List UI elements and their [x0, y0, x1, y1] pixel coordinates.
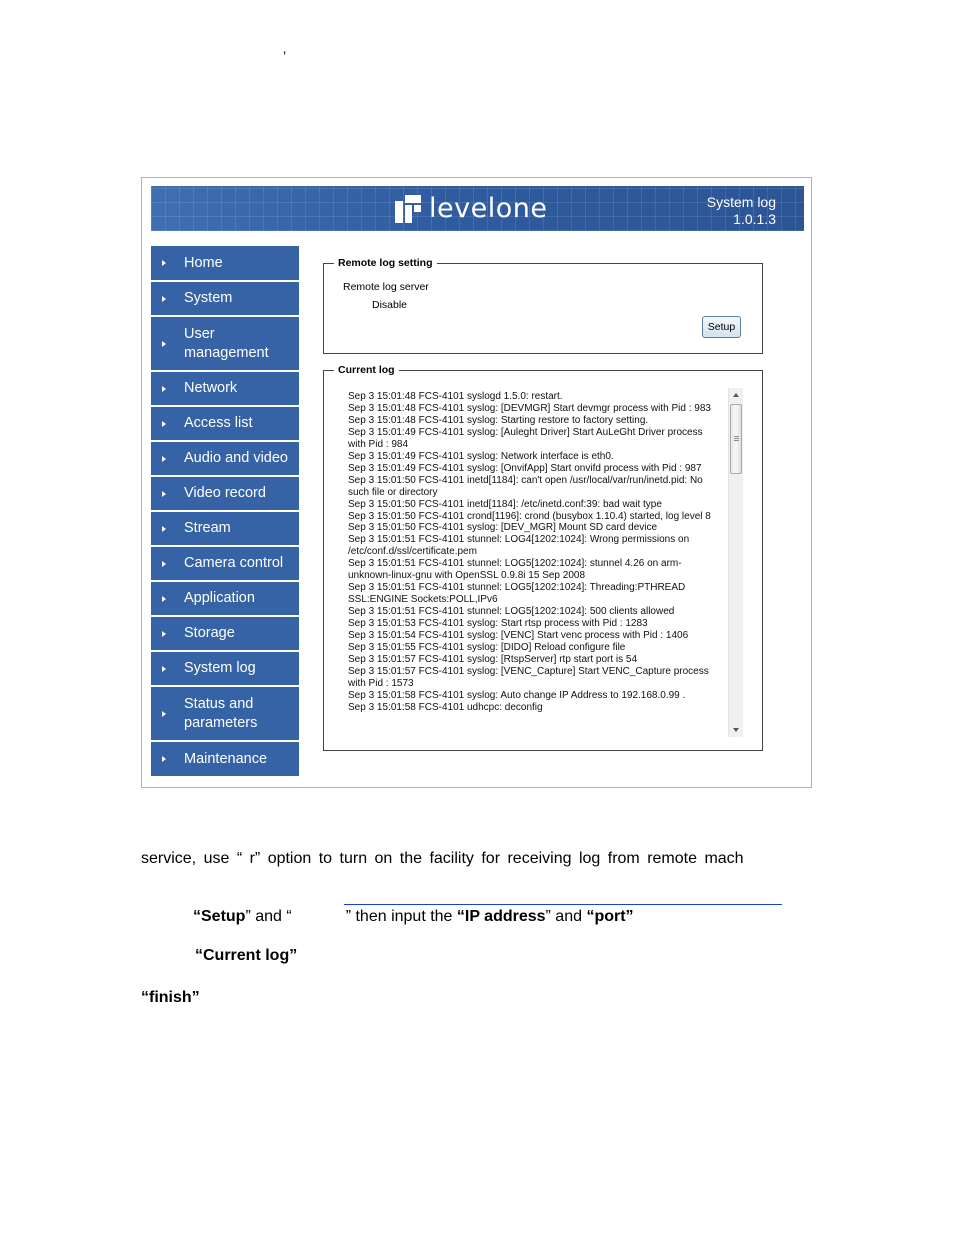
log-line: Sep 3 15:01:51 FCS-4101 stunnel: LOG5[1202:1024]: Threading:PTHREAD SSL:ENGINE Sockets:POLL,IPv6 — [348, 582, 686, 606]
screenshot-frame — [141, 177, 812, 788]
nav-item-user-management[interactable]: User management — [151, 317, 299, 372]
log-line: Sep 3 15:01:48 FCS-4101 syslog: [DEVMGR] Start devmgr process with Pid : 983 — [348, 402, 711, 414]
arrow-right-icon — [162, 561, 166, 567]
nav-item-storage[interactable]: Storage — [151, 617, 299, 652]
arrow-right-icon — [162, 666, 166, 672]
log-line: Sep 3 15:01:49 FCS-4101 syslog: [OnvifApp] Start onvifd process with Pid : 987 — [348, 462, 702, 474]
nav-item-camera-control[interactable]: Camera control — [151, 547, 299, 582]
doc-paragraph-current-log: “Current log” — [195, 947, 298, 964]
scroll-down-icon[interactable] — [729, 723, 743, 737]
log-line: Sep 3 15:01:58 FCS-4101 udhcpc: deconfig — [348, 701, 543, 713]
nav-item-stream[interactable]: Stream — [151, 512, 299, 547]
arrow-right-icon — [162, 296, 166, 302]
log-line: Sep 3 15:01:51 FCS-4101 stunnel: LOG5[1202:1024]: stunnel 4.26 on arm-unknown-linux-gnu with OpenSSL 0.9.8i 15 Sep 2008 — [348, 558, 682, 582]
log-line: Sep 3 15:01:49 FCS-4101 syslog: Network interface is eth0. — [348, 450, 614, 462]
nav-item-network[interactable]: Network — [151, 372, 299, 407]
log-line: Sep 3 15:01:53 FCS-4101 syslog: Start rtsp process with Pid : 1283 — [348, 618, 648, 630]
nav-item-system[interactable]: System — [151, 282, 299, 317]
firmware-version: 1.0.1.3 — [733, 211, 776, 227]
log-line: Sep 3 15:01:48 FCS-4101 syslogd 1.5.0: restart. — [348, 391, 563, 402]
scroll-thumb[interactable] — [730, 404, 742, 474]
arrow-right-icon — [162, 711, 166, 717]
arrow-right-icon — [162, 260, 166, 266]
log-line: Sep 3 15:01:49 FCS-4101 syslog: [Auleght Driver] Start AuLeGht Driver process with Pid : 984 — [348, 426, 703, 450]
nav-item-audio-and-video[interactable]: Audio and video — [151, 442, 299, 477]
log-line: Sep 3 15:01:50 FCS-4101 inetd[1184]: /etc/inetd.conf:39: bad wait type — [348, 498, 662, 510]
levelone-logo-icon — [395, 195, 421, 223]
arrow-right-icon — [162, 756, 166, 762]
doc-paragraph-setup-steps: “Setup” and “ ” then input the “IP address” and “port” — [193, 908, 634, 925]
log-line: Sep 3 15:01:51 FCS-4101 stunnel: LOG5[1202:1024]: 500 clients allowed — [348, 606, 675, 618]
log-scrollbar[interactable] — [728, 388, 743, 737]
sidebar-nav — [151, 246, 299, 776]
log-line: Sep 3 15:01:55 FCS-4101 syslog: [DIDO] Reload configure file — [348, 642, 626, 654]
arrow-right-icon — [162, 341, 166, 347]
nav-item-maintenance[interactable]: Maintenance — [151, 742, 299, 776]
log-line: Sep 3 15:01:50 FCS-4101 syslog: [DEV_MGR] Mount SD card device — [348, 522, 658, 534]
doc-paragraph-remote-option: service, use “ r” option to turn on the facility for receiving log from remote mach — [141, 850, 744, 867]
current-log-panel — [323, 364, 763, 751]
remote-log-server-label: Remote log server — [343, 281, 429, 293]
log-line: Sep 3 15:01:58 FCS-4101 syslog: Auto change IP Address to 192.168.0.99 . — [348, 689, 686, 701]
stray-apostrophe: ’ — [283, 48, 287, 64]
nav-item-access-list[interactable]: Access list — [151, 407, 299, 442]
arrow-right-icon — [162, 456, 166, 462]
log-line: Sep 3 15:01:50 FCS-4101 inetd[1184]: can't open /usr/local/var/run/inetd.pid: No such file or directory — [348, 474, 703, 498]
arrow-right-icon — [162, 631, 166, 637]
banner-title — [707, 194, 776, 228]
arrow-right-icon — [162, 421, 166, 427]
nav-item-status-and-parameters[interactable]: Status and parameters — [151, 687, 299, 742]
hyperlink-underline — [344, 904, 782, 905]
arrow-right-icon — [162, 596, 166, 602]
remote-log-setting-legend: Remote log setting — [334, 256, 437, 270]
page-title: System log — [706, 194, 776, 210]
log-line: Sep 3 15:01:54 FCS-4101 syslog: [VENC] Start venc process with Pid : 1406 — [348, 630, 689, 642]
log-line: Sep 3 15:01:50 FCS-4101 crond[1196]: crond (busybox 1.10.4) started, log level 8 — [348, 510, 711, 522]
nav-item-system-log[interactable]: System log — [151, 652, 299, 687]
log-textarea[interactable] — [348, 391, 721, 737]
remote-log-setting-panel — [323, 257, 763, 354]
log-line: Sep 3 15:01:57 FCS-4101 syslog: [VENC_Capture] Start VENC_Capture process with Pid : 1573 — [348, 665, 709, 689]
remote-log-server-value: Disable — [372, 299, 408, 311]
brand-logo — [395, 193, 547, 224]
arrow-right-icon — [162, 491, 166, 497]
banner — [151, 186, 804, 231]
log-line: Sep 3 15:01:57 FCS-4101 syslog: [RtspServer] rtp start port is 54 — [348, 653, 638, 665]
nav-item-home[interactable]: Home — [151, 246, 299, 282]
current-log-legend: Current log — [334, 363, 399, 377]
nav-item-video-record[interactable]: Video record — [151, 477, 299, 512]
arrow-right-icon — [162, 526, 166, 532]
scroll-up-icon[interactable] — [729, 388, 743, 402]
log-line: Sep 3 15:01:51 FCS-4101 stunnel: LOG4[1202:1024]: Wrong permissions on /etc/conf.d/ssl/certificate.pem — [348, 534, 690, 558]
doc-paragraph-finish: “finish” — [141, 989, 200, 1006]
grip-icon — [734, 435, 739, 441]
log-line: Sep 3 15:01:48 FCS-4101 syslog: Starting restore to factory setting. — [348, 414, 649, 426]
nav-item-application[interactable]: Application — [151, 582, 299, 617]
brand-name: levelone — [429, 193, 548, 224]
setup-button[interactable]: Setup — [702, 316, 741, 338]
arrow-right-icon — [162, 386, 166, 392]
